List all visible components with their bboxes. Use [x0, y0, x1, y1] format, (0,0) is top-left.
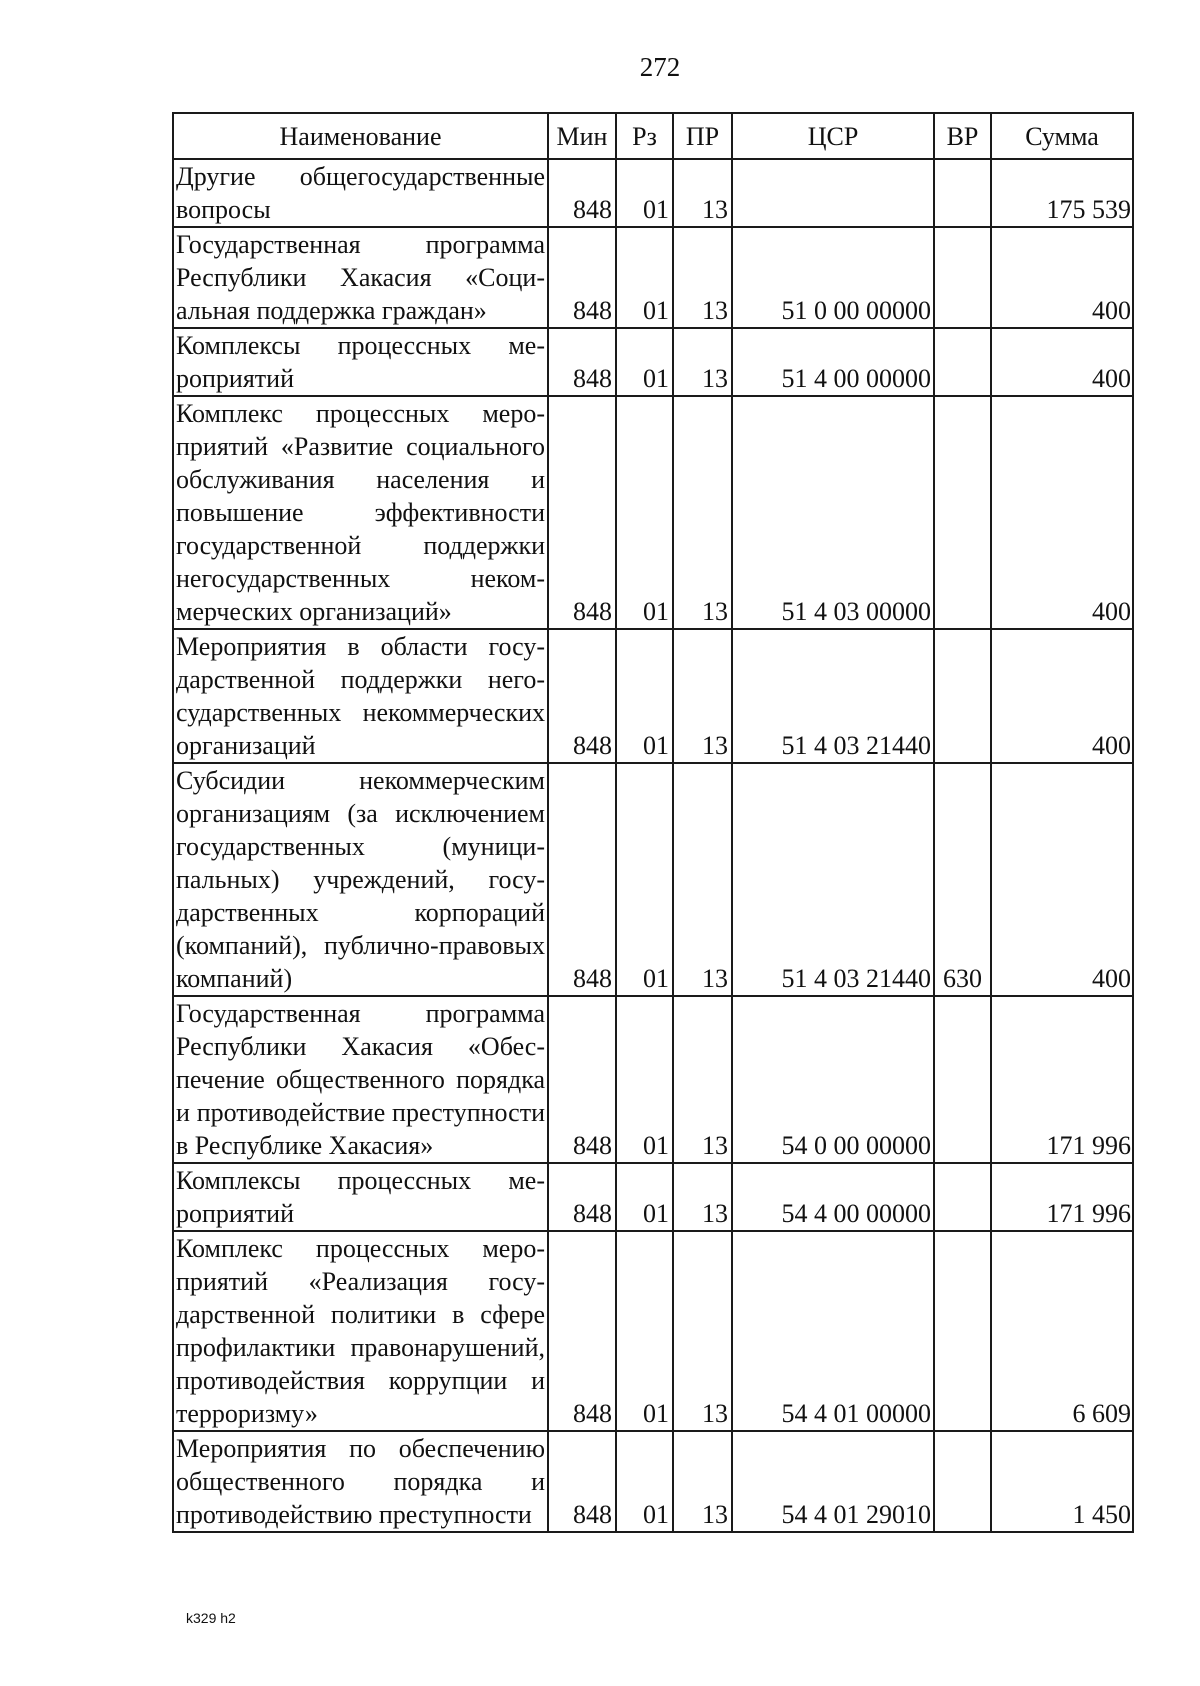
cell-min: 848 [548, 996, 616, 1163]
cell-min: 848 [548, 1231, 616, 1431]
header-rz: Рз [616, 113, 673, 159]
cell-sum: 6 609 [991, 1231, 1133, 1431]
cell-vr [934, 1231, 991, 1431]
cell-name: Комплексы процессных мероприятий [173, 328, 548, 396]
cell-min: 848 [548, 328, 616, 396]
cell-min: 848 [548, 1163, 616, 1231]
table-header-row [173, 113, 1133, 159]
cell-min: 848 [548, 396, 616, 629]
cell-name: Мероприятия по обеспечению общественного порядка и противодействию преступности [173, 1431, 548, 1532]
cell-name: Государственная программа Республики Хакасия «Социальная поддержка граждан» [173, 227, 548, 328]
cell-name: Государственная программа Республики Хакасия «Обеспечение общественного порядка и противодействие преступности в Республике Хакасия» [173, 996, 548, 1163]
cell-sum: 175 539 [991, 159, 1133, 227]
cell-pr: 13 [673, 763, 732, 996]
table-row [173, 159, 1133, 227]
cell-rz: 01 [616, 1231, 673, 1431]
header-min: Мин [548, 113, 616, 159]
cell-vr [934, 328, 991, 396]
cell-sum: 400 [991, 328, 1133, 396]
page-number: 272 [639, 52, 681, 82]
cell-sum: 400 [991, 763, 1133, 996]
cell-name: Мероприятия в области государственной поддержки негосударственных некоммерческих организаций [173, 629, 548, 763]
header-sum: Сумма [991, 113, 1133, 159]
cell-pr: 13 [673, 996, 732, 1163]
cell-min: 848 [548, 227, 616, 328]
cell-vr [934, 159, 991, 227]
header-vr: ВР [934, 113, 991, 159]
cell-name: Субсидии некоммерческим организациям (за исключением государственных (муниципальных) учреждений, государственных корпораций (компаний), публично-правовых компаний) [173, 763, 548, 996]
cell-vr [934, 629, 991, 763]
table-row [173, 227, 1133, 328]
table-body [173, 159, 1133, 1532]
cell-pr: 13 [673, 629, 732, 763]
cell-vr [934, 1431, 991, 1532]
cell-rz: 01 [616, 227, 673, 328]
cell-rz: 01 [616, 996, 673, 1163]
cell-csr: 51 4 00 00000 [732, 328, 934, 396]
cell-csr: 51 0 00 00000 [732, 227, 934, 328]
cell-min: 848 [548, 763, 616, 996]
cell-sum: 171 996 [991, 1163, 1133, 1231]
cell-sum: 400 [991, 629, 1133, 763]
cell-csr: 54 4 00 00000 [732, 1163, 934, 1231]
cell-min: 848 [548, 629, 616, 763]
cell-rz: 01 [616, 396, 673, 629]
cell-rz: 01 [616, 763, 673, 996]
table-row [173, 396, 1133, 629]
cell-vr: 630 [934, 763, 991, 996]
cell-sum: 400 [991, 396, 1133, 629]
budget-table [172, 112, 1134, 1533]
table-row [173, 1163, 1133, 1231]
cell-vr [934, 996, 991, 1163]
cell-name: Другие общегосударственные вопросы [173, 159, 548, 227]
cell-min: 848 [548, 159, 616, 227]
cell-pr: 13 [673, 159, 732, 227]
cell-csr: 54 4 01 29010 [732, 1431, 934, 1532]
cell-vr [934, 1163, 991, 1231]
cell-rz: 01 [616, 1431, 673, 1532]
cell-pr: 13 [673, 1431, 732, 1532]
cell-pr: 13 [673, 328, 732, 396]
cell-sum: 1 450 [991, 1431, 1133, 1532]
cell-rz: 01 [616, 328, 673, 396]
table-row [173, 996, 1133, 1163]
cell-pr: 13 [673, 1163, 732, 1231]
cell-sum: 171 996 [991, 996, 1133, 1163]
cell-name: Комплекс процессных мероприятий «Развитие социального обслуживания населения и повышение эффективности государственной поддержки негосударственных некоммерческих организаций» [173, 396, 548, 629]
table-row [173, 1231, 1133, 1431]
cell-sum: 400 [991, 227, 1133, 328]
cell-rz: 01 [616, 1163, 673, 1231]
cell-csr: 54 0 00 00000 [732, 996, 934, 1163]
cell-csr [732, 159, 934, 227]
cell-pr: 13 [673, 1231, 732, 1431]
cell-rz: 01 [616, 159, 673, 227]
table-row [173, 328, 1133, 396]
cell-rz: 01 [616, 629, 673, 763]
cell-csr: 54 4 01 00000 [732, 1231, 934, 1431]
cell-vr [934, 227, 991, 328]
footer-code: k329 h2 [186, 1610, 236, 1626]
table-row [173, 629, 1133, 763]
table-row [173, 1431, 1133, 1532]
cell-pr: 13 [673, 227, 732, 328]
cell-min: 848 [548, 1431, 616, 1532]
table-row [173, 763, 1133, 996]
cell-pr: 13 [673, 396, 732, 629]
cell-name: Комплекс процессных мероприятий «Реализация государственной политики в сфере профилактики правонарушений, противодействия коррупции и терроризму» [173, 1231, 548, 1431]
cell-csr: 51 4 03 21440 [732, 763, 934, 996]
cell-csr: 51 4 03 21440 [732, 629, 934, 763]
cell-name: Комплексы процессных мероприятий [173, 1163, 548, 1231]
cell-csr: 51 4 03 00000 [732, 396, 934, 629]
cell-vr [934, 396, 991, 629]
header-csr: ЦСР [732, 113, 934, 159]
header-pr: ПР [673, 113, 732, 159]
header-name: Наименование [173, 113, 548, 159]
